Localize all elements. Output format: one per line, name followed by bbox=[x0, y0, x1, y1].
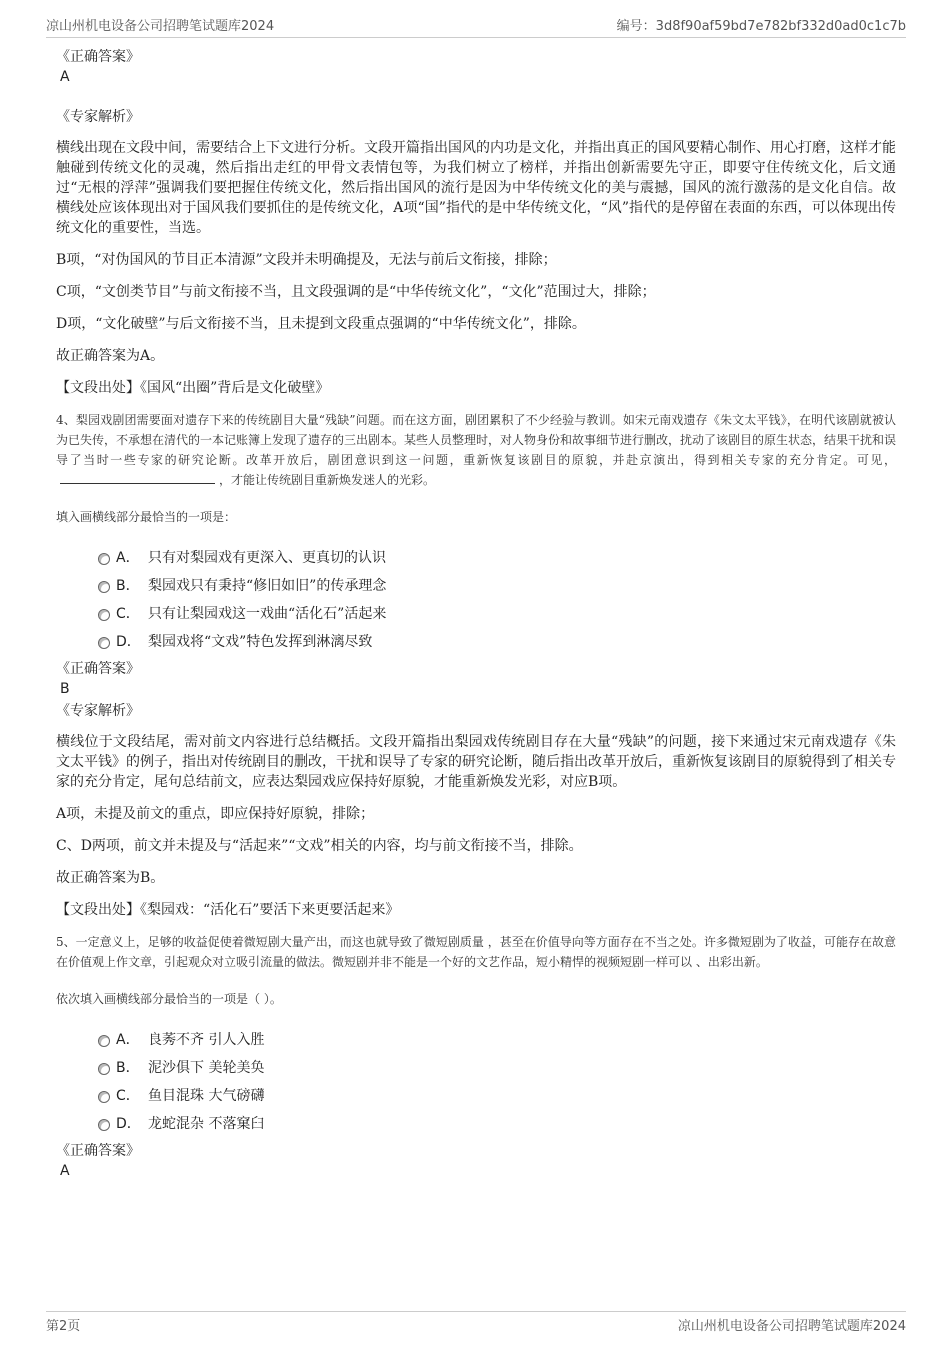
option-a[interactable]: A． 良莠不齐 引人入胜 bbox=[56, 1026, 896, 1054]
page-content bbox=[56, 44, 896, 1180]
analysis-label: 《专家解析》 bbox=[56, 109, 140, 125]
analysis-conclusion: 故正确答案为A。 bbox=[56, 348, 165, 364]
analysis-option-d: D项，“文化破壁”与后文衔接不当，且未提到文段重点强调的“中华传统文化”，排除。 bbox=[56, 316, 586, 332]
analysis-text: 横线出现在文段中间，需要结合上下文进行分析。文段开篇指出国风的内功是文化，并指出真正的国风要精心制作、用心打磨，这样才能触碰到传统文化的灵魂，然后指出走红的甲骨文表情包等，为我们树立了榜样，并指出创新需要先守正，即要守住传统文化，后文通过“无根的浮萍”强调我们要把握住传统文化，然后指出国风的流行是因为中华传统文化的美与震撼，国风的流行激荡的是文化自信。故横线处应该体现出对于国风我们要抓住的是传统文化，A项“国”指代的是中华传统文化，“风”指代的是停留在表面的东西，可以体现出传统文化的重要性，当选。 bbox=[56, 140, 896, 236]
analysis-option-b: B项，“对伪国风的节目正本清源”文段并未明确提及，无法与前后文衔接，排除； bbox=[56, 252, 557, 268]
footer-title: 凉山州机电设备公司招聘笔试题库2024 bbox=[677, 1319, 906, 1334]
fill-blank bbox=[60, 471, 215, 484]
option-b[interactable]: B． 梨园戏只有秉持“修旧如旧”的传承理念 bbox=[56, 572, 896, 600]
page-header bbox=[46, 13, 906, 38]
option-d[interactable]: D． 龙蛇混杂 不落窠臼 bbox=[56, 1110, 896, 1138]
radio-button-icon[interactable] bbox=[98, 1035, 110, 1047]
analysis-option-c: C项，“文创类节目”与前文衔接不当，且文段强调的是“中华传统文化”，“文化”范围过大，排除； bbox=[56, 284, 656, 300]
page-number: 第2页 bbox=[46, 1319, 81, 1334]
answer-value: B bbox=[60, 681, 70, 697]
analysis-text: 横线位于文段结尾，需对前文内容进行总结概括。文段开篇指出梨园戏传统剧目存在大量“残缺”的问题，接下来通过宋元南戏遗存《朱文太平钱》的例子，指出对传统剧目的删改，干扰和误导了专家的研究论断，随后指出改革开放后，重新恢复该剧目的原貌得到了相关专家的充分肯定，尾句总结前文，应表达梨园戏应保持好原貌，才能重新焕发光彩，对应B项。 bbox=[56, 734, 896, 790]
answer-value: A bbox=[60, 1163, 70, 1179]
source-citation: 【文段出处】《国风“出圈”背后是文化破壁》 bbox=[56, 380, 330, 396]
source-citation: 【文段出处】《梨园戏：“活化石”要活下来更要活起来》 bbox=[56, 902, 400, 918]
page-footer bbox=[46, 1311, 906, 1336]
radio-button-icon[interactable] bbox=[98, 1091, 110, 1103]
analysis-option-cd: C、D两项，前文并未提及与“活起来”“文戏”相关的内容，均与前文衔接不当，排除。 bbox=[56, 838, 583, 854]
radio-button-icon[interactable] bbox=[98, 637, 110, 649]
answer-label: 《正确答案》 bbox=[56, 49, 140, 65]
radio-button-icon[interactable] bbox=[98, 609, 110, 621]
option-c[interactable]: C． 只有让梨园戏这一戏曲“活化石”活起来 bbox=[56, 600, 896, 628]
radio-button-icon[interactable] bbox=[98, 1063, 110, 1075]
question-4-text: 4、梨园戏剧团需要面对遗存下来的传统剧目大量“残缺”问题。而在这方面，剧团累积了不少经验与教训。如宋元南戏遗存《朱文太平钱》，在明代该剧就被认为已失传，不承想在清代的一本记账簿上发现了遗存的三出剧本。某些人员整理时，对人物身份和故事细节进行删改，扰动了该剧目的原生状态，结果干扰和误导了当时一些专家的研究论断。改革开放后，剧团意识到这一问题，重新恢复该剧目的原貌，并赴京演出，得到相关专家的充分肯定。可见，，才能让传统剧目重新焕发迷人的光彩。 bbox=[56, 413, 897, 487]
question-5-prompt: 依次填入画横线部分最恰当的一项是（ ）。 bbox=[56, 992, 282, 1006]
answer-label: 《正确答案》 bbox=[56, 661, 140, 677]
answer-value: A bbox=[60, 69, 70, 85]
analysis-label: 《专家解析》 bbox=[56, 703, 140, 719]
option-a[interactable]: A． 只有对梨园戏有更深入、更真切的认识 bbox=[56, 544, 896, 572]
header-title: 凉山州机电设备公司招聘笔试题库2024 bbox=[46, 19, 275, 34]
question-4-options bbox=[56, 544, 896, 656]
analysis-conclusion: 故正确答案为B。 bbox=[56, 870, 165, 886]
radio-button-icon[interactable] bbox=[98, 581, 110, 593]
answer-label: 《正确答案》 bbox=[56, 1143, 140, 1159]
radio-button-icon[interactable] bbox=[98, 1119, 110, 1131]
analysis-option-a: A项，未提及前文的重点，即应保持好原貌，排除； bbox=[56, 806, 375, 822]
option-c[interactable]: C． 鱼目混珠 大气磅礴 bbox=[56, 1082, 896, 1110]
option-b[interactable]: B． 泥沙俱下 美轮美奂 bbox=[56, 1054, 896, 1082]
question-5-text: 5、一定意义上，足够的收益促使着微短剧大量产出，而这也就导致了微短剧质量 ，甚至在价值导向等方面存在不当之处。许多微短剧为了收益，可能存在故意在价值观上作文章，引起观众对立吸引流量的做法。微短剧并非不能是一个好的文艺作品，短小精悍的视频短剧一样可以 、出彩出新。 bbox=[56, 935, 896, 969]
radio-button-icon[interactable] bbox=[98, 553, 110, 565]
question-5-options bbox=[56, 1026, 896, 1138]
option-d[interactable]: D． 梨园戏将“文戏”特色发挥到淋漓尽致 bbox=[56, 628, 896, 656]
document-id: 编号：3d8f90af59bd7e782bf332d0ad0c1c7b bbox=[616, 19, 906, 34]
question-4-prompt: 填入画横线部分最恰当的一项是： bbox=[56, 510, 237, 524]
